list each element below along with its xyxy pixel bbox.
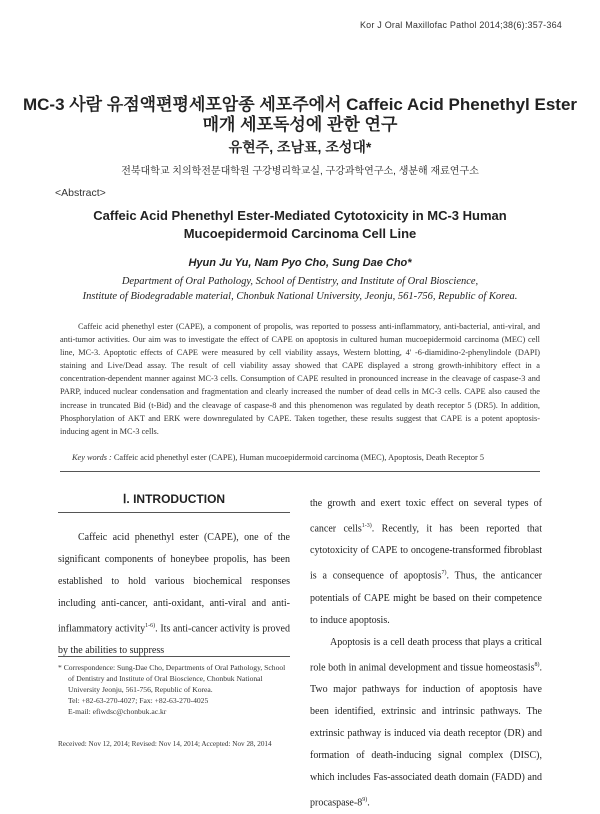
footnote-divider [58,656,290,657]
english-affiliation-line-2: Institute of Biodegradable material, Chonbuk National University, Jeonju, 561-756, Republic of Korea. [82,291,518,302]
abstract-divider [60,471,540,472]
citation: 7) [441,570,447,577]
citation: 1-6) [145,623,156,629]
keywords [72,453,542,462]
section-heading-underline [58,512,290,513]
intro-right-paragraph-1 [310,493,542,632]
text-run: the growth and exert toxic effect on several types of cancer cells [310,498,542,535]
citation: 8) [534,661,540,668]
footnote-email: E-mail: efiwdsc@chonbuk.ac.kr [68,707,167,716]
received-dates: Received: Nov 12, 2014; Revised: Nov 14, 2014; Accepted: Nov 28, 2014 [58,740,272,748]
footnote-correspondence: * Correspondence: Sung-Dae Cho, Departments of Oral Pathology, School of Dentistry and Institute of Oral Bioscience, Chonbuk National University Jeonju, 561-756, Republic of Korea. [58,663,286,694]
text-run: . [367,797,370,809]
text-run: . Two major pathways for induction of apoptosis have been identified, extrinsic and intrinsic pathways. The extrinsic pathway is induced via death receptor (DR) and formation of death-inducing signal complex (DISC), which includes Fas-associated death domain (FADD) and procaspase-8 [310,661,542,809]
correspondence-footnote [58,662,290,717]
english-title-line-1: Caffeic Acid Phenethyl Ester-Mediated Cytotoxicity in MC-3 Human [93,208,507,223]
intro-left-text-a: Caffeic acid phenethyl ester (CAPE), one of the significant components of honeybee propolis, has been established to hold various biochemical responses including anti-cancer, anti-oxidant, anti-viral and anti-inflammatory activity [58,532,290,635]
text-run: . Thus, the anticancer potentials of CAPE might be based on their competence to induce apoptosis. [310,570,542,626]
english-title-line-2: Mucoepidermoid Carcinoma Cell Line [183,226,417,241]
korean-title-line-1: MC-3 사람 유점액편평세포암종 세포주에서 Caffeic Acid Phenethyl Ester [22,95,578,114]
korean-authors: 유현주, 조남표, 조성대* [228,139,372,155]
footnote-tel: Tel: +82-63-270-4027; Fax: +82-63-270-4025 [68,696,209,705]
english-affiliation-line-1: Department of Oral Pathology, School of Dentistry, and Institute of Oral Bioscience, [121,276,479,287]
section-heading-introduction: Ⅰ. INTRODUCTION [122,492,226,506]
intro-right-column [310,493,542,814]
text-run: . Recently, it has been reported that cytotoxicity of CAPE to oncogene-transformed fibroblast is a consequence of apoptosis [310,523,543,582]
keywords-text: Caffeic acid phenethyl ester (CAPE), Human mucoepidermoid carcinoma (MEC), Apoptosis, Death Receptor 5 [113,453,484,462]
english-authors: Hyun Ju Yu, Nam Pyo Cho, Sung Dae Cho* [188,257,412,269]
abstract-label: <Abstract> [55,187,106,199]
korean-title-line-2: 매개 세포독성에 관한 연구 [202,115,398,134]
journal-reference: Kor J Oral Maxillofac Pathol 2014;38(6):357-364 [359,20,562,30]
korean-affiliation: 전북대학교 치의학전문대학원 구강병리학교실, 구강과학연구소, 생분해 재료연구소 [121,166,479,177]
citation: 1-3) [361,523,372,529]
text-run: Apoptosis is a cell death process that plays a critical role both in animal development and tissue homeostasis [310,636,542,673]
keywords-label: Key words : [72,453,112,462]
abstract-body: Caffeic acid phenethyl ester (CAPE), a component of propolis, was reported to possess anti-inflammatory, anti-bacterial, anti-viral, and anti-tumor activities. Our aim was to investigate the effect of CAPE on apoptosis in cultured human mucoepidermoid carcinoma (MEC) cell line, MC-3. Apoptotic effects of CAPE were measured by cell viability assays, Western blotting, 4' -6-diamidino-2-phenylindole (DAPI) staining and Live/Dead assay. The result of cell viability assay showed that CAPE displayed a strong growth-inhibitory effect in a concentration-dependent manner against MC-3 cells. Consumption of CAPE resulted in pronounced increase in the cleavage of caspase-3 and PARP, induced nuclear condensation and fragmentation and clearly increased the number of dead cells in MC-3 cells. CAPE also caused the increase in truncated Bid (t-Bid) and the cleavage of caspase-8 and this phenomenon was regulated by death receptor 5 (DR5). In addition, Phosphorylation of AKT and ERK were downregulated by CAPE. Taken together, these results suggest that CAPE is a potent apoptosis-inducing agent in MC-3 cells. [60,322,540,436]
intro-left-text-b: . Its anti-cancer activity is proved by the abilities to suppress [58,623,290,657]
intro-left-column [58,527,290,662]
intro-right-paragraph-2 [310,632,542,814]
citation: 9) [362,796,368,803]
